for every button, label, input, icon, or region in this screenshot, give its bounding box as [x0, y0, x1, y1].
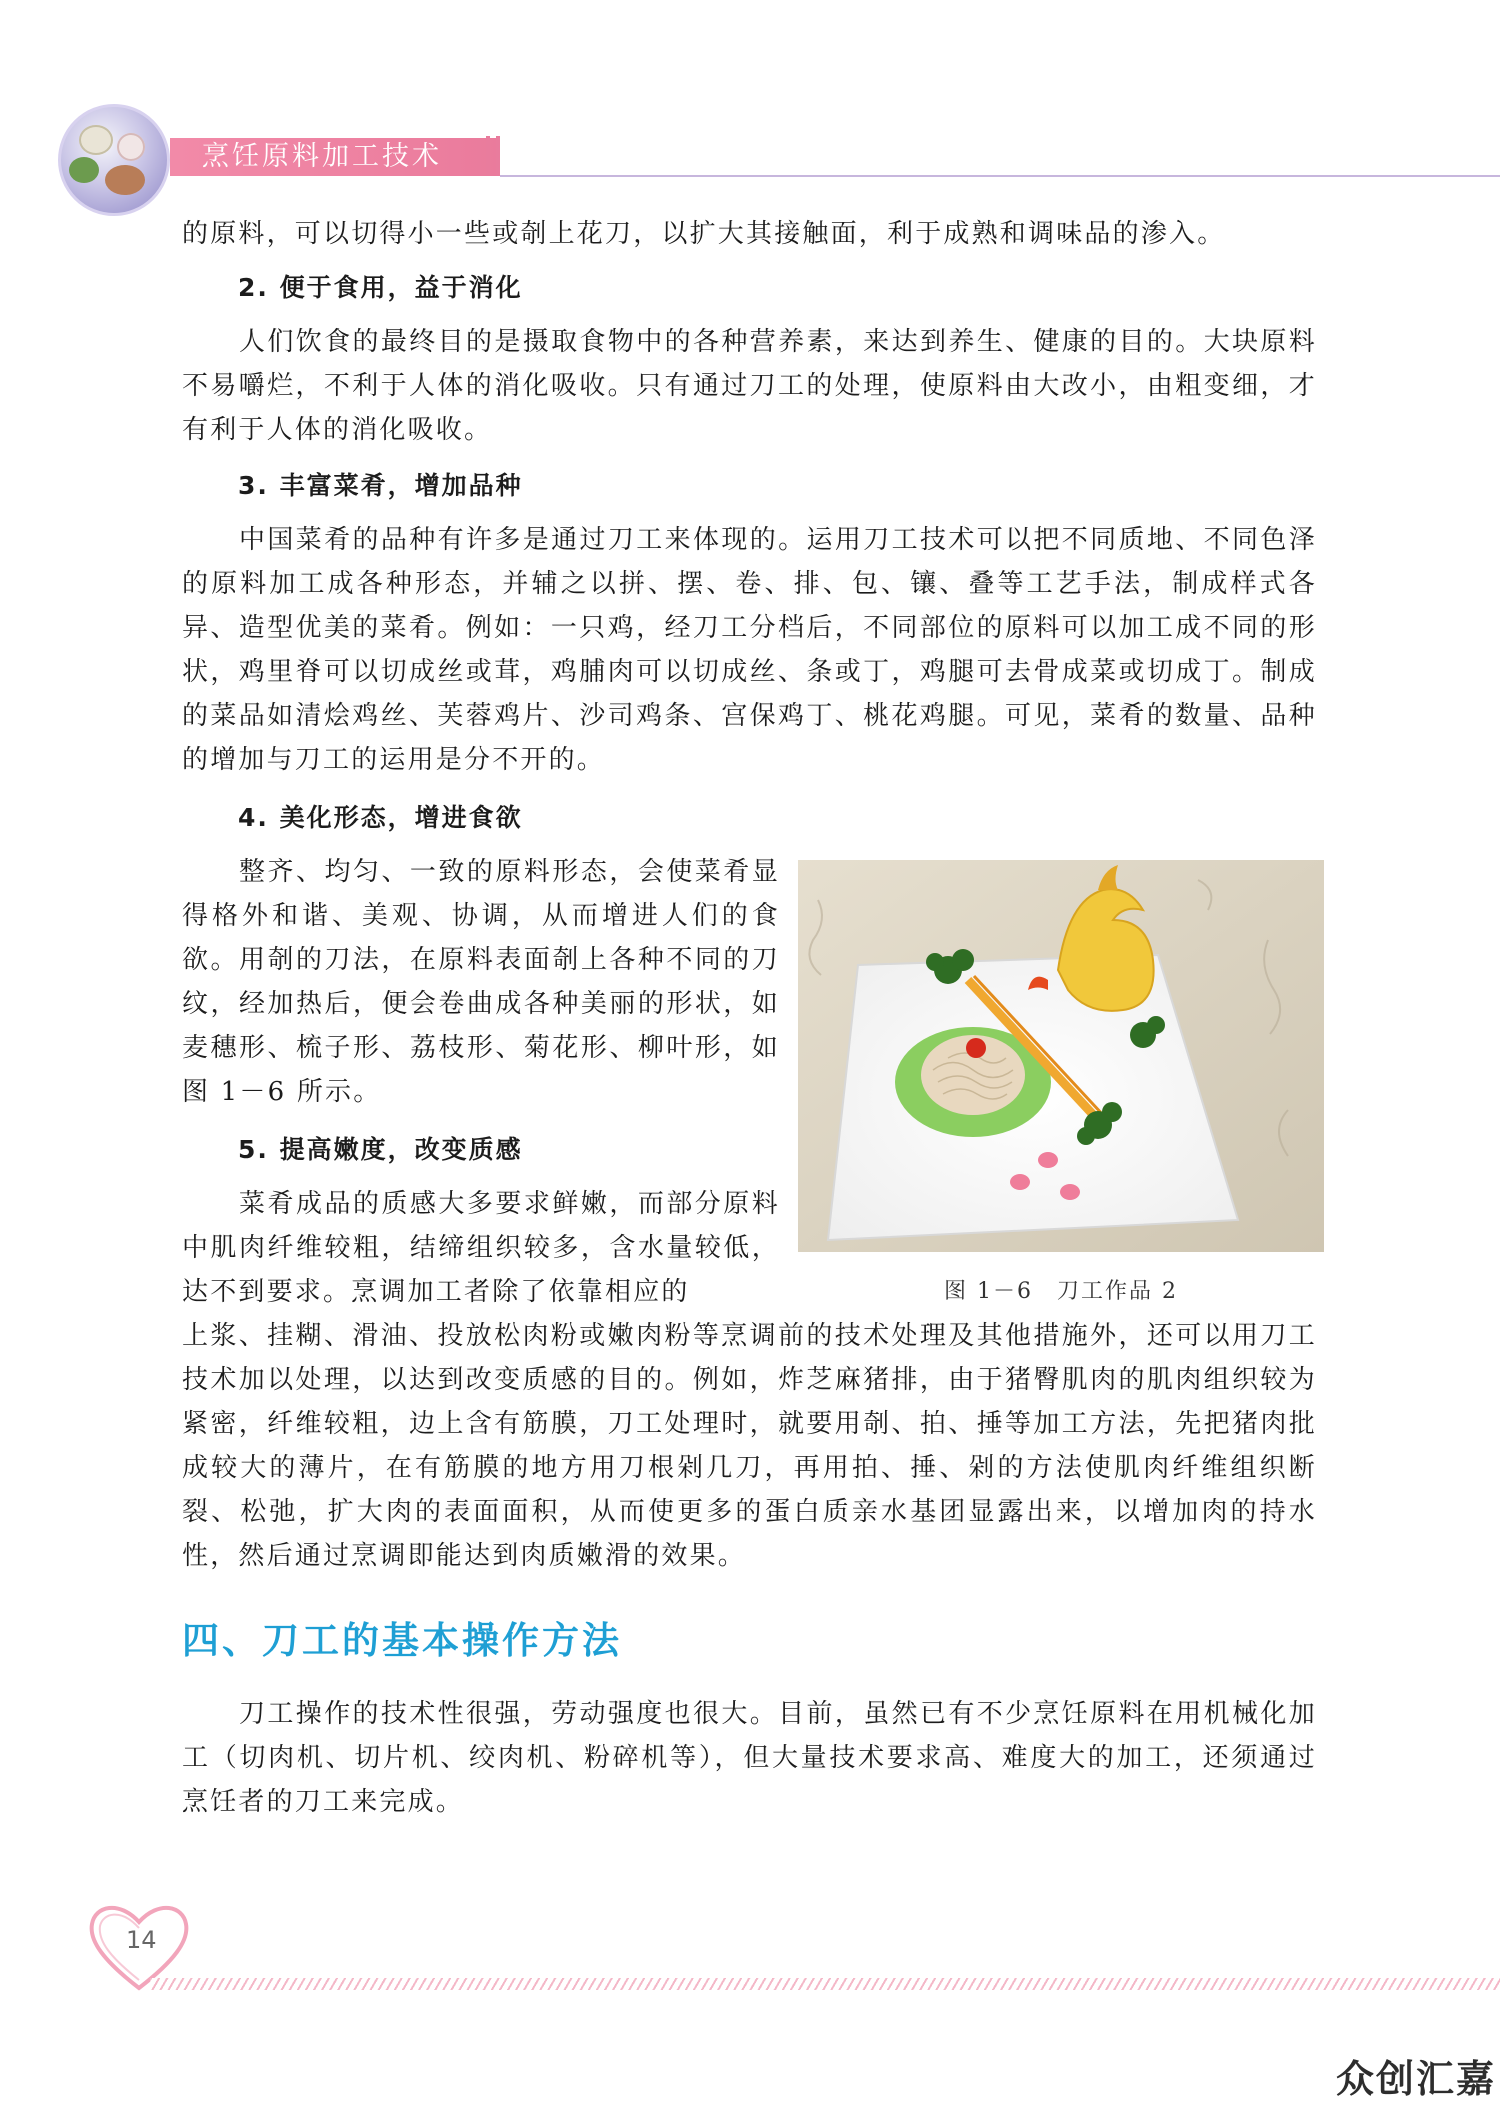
- paragraph-5-part-1: 菜肴成品的质感大多要求鲜嫩，而部分原料中肌肉纤维较粗，结缔组织较多，含水量较低，达不到要求。烹调加工者除了依靠相应的: [182, 1189, 780, 1307]
- header-food-logo: [58, 104, 170, 216]
- subheading-3: 3. 丰富菜肴，增加品种: [238, 471, 523, 500]
- section-title: 四、刀工的基本操作方法: [182, 1618, 622, 1662]
- footer-stripes: [150, 1978, 1500, 1990]
- subheading-5: 5. 提高嫩度，改变质感: [238, 1135, 523, 1164]
- paragraph-6: 刀工操作的技术性很强，劳动强度也很大。目前，虽然已有不少烹饪原料在用机械化加工（切肉机、切片机、绞肉机、粉碎机等），但大量技术要求高、难度大的加工，还须通过烹饪者的刀工来完成。: [182, 1699, 1317, 1817]
- header-rule: [500, 175, 1500, 177]
- figure-caption: 图 1－6 刀工作品 2: [944, 1279, 1178, 1304]
- subheading-4: 4. 美化形态，增进食欲: [238, 803, 523, 832]
- subheading-2: 2. 便于食用，益于消化: [238, 273, 523, 302]
- paragraph-4: 整齐、均匀、一致的原料形态，会使菜肴显得格外和谐、美观、协调，从而增进人们的食欲。用剞的刀法，在原料表面剞上各种不同的刀纹，经加热后，便会卷曲成各种美丽的形状，如麦穗形、梳子形、荔枝形、菊花形、柳叶形，如图 1－6 所示。: [182, 857, 780, 1107]
- header-divider-bar: [496, 136, 500, 176]
- page-number: 14: [126, 1926, 157, 1954]
- header-divider-bar: [486, 136, 490, 176]
- paragraph-3: 中国菜肴的品种有许多是通过刀工来体现的。运用刀工技术可以把不同质地、不同色泽的原料加工成各种形态，并辅之以拼、摆、卷、排、包、镶、叠等工艺手法，制成样式各异、造型优美的菜肴。例如：一只鸡，经刀工分档后，不同部位的原料可以加工成不同的形状，鸡里脊可以切成丝或茸，鸡脯肉可以切成丝、条或丁，鸡腿可去骨成菜或切成丁。制成的菜品如清烩鸡丝、芙蓉鸡片、沙司鸡条、宫保鸡丁、桃花鸡腿。可见，菜肴的数量、品种的增加与刀工的运用是分不开的。: [182, 525, 1317, 775]
- paragraph-2: 人们饮食的最终目的是摄取食物中的各种营养素，来达到养生、健康的目的。大块原料不易嚼烂，不利于人体的消化吸收。只有通过刀工的处理，使原料由大改小，由粗变细，才有利于人体的消化吸收。: [182, 327, 1317, 445]
- paragraph-continued: 的原料，可以切得小一些或剞上花刀，以扩大其接触面，利于成熟和调味品的渗入。: [182, 219, 1226, 249]
- paragraph-5-part-2: 上浆、挂糊、滑油、投放松肉粉或嫩肉粉等烹调前的技术处理及其他措施外，还可以用刀工技术加以处理，以达到改变质感的目的。例如，炸芝麻猪排，由于猪臀肌肉的肌肉组织较为紧密，纤维较粗，边上含有筋膜，刀工处理时，就要用剞、拍、捶等加工方法，先把猪肉批成较大的薄片，在有筋膜的地方用刀根剁几刀，再用拍、捶、剁的方法使肌肉纤维组织断裂、松弛，扩大肉的表面面积，从而使更多的蛋白质亲水基团显露出来，以增加肉的持水性，然后通过烹调即能达到肉质嫩滑的效果。: [182, 1321, 1317, 1571]
- dish-photo: [798, 860, 1324, 1252]
- book-title: 烹饪原料加工技术: [202, 141, 442, 172]
- watermark-logo: 众创汇嘉: [1335, 2057, 1496, 2101]
